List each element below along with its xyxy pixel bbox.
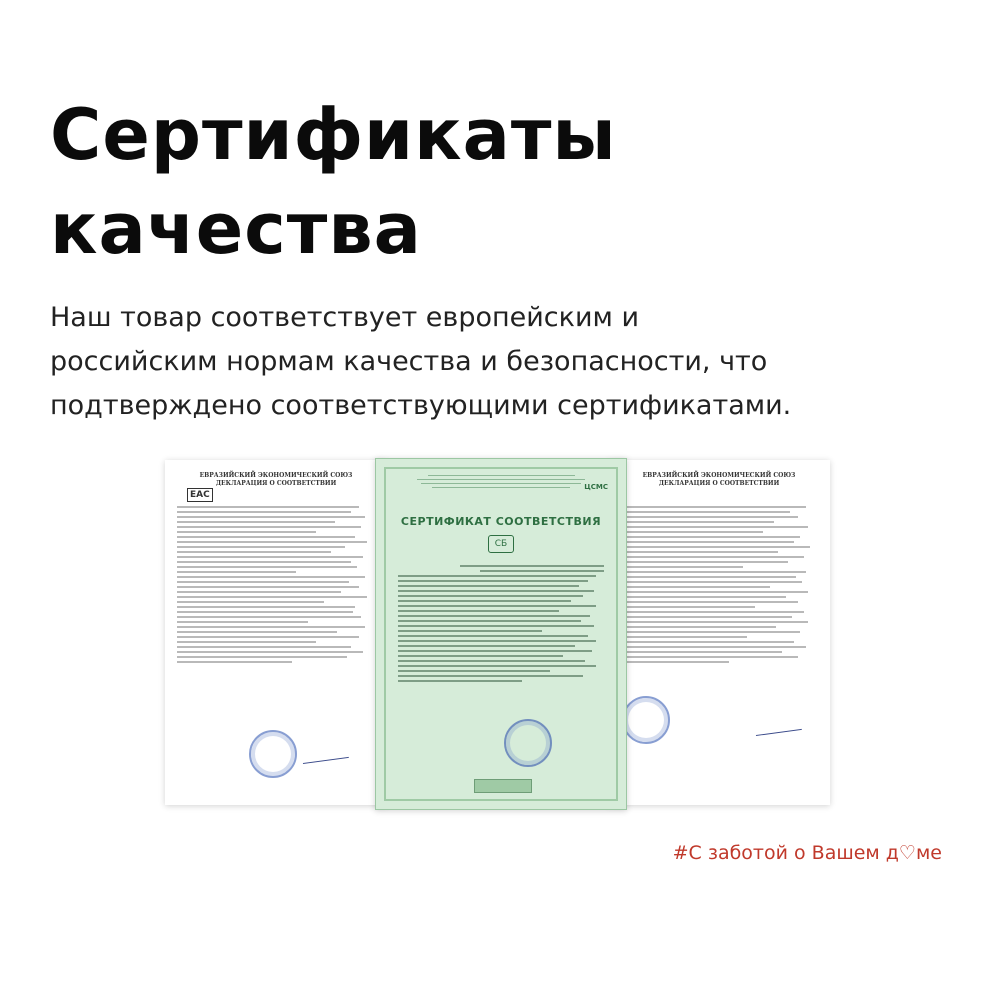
description [50,296,970,428]
stamp-icon [504,719,552,767]
brand-hashtag: #С заботой о Вашем д♡ме [672,842,942,864]
csms-badge: ЦСМС [584,483,608,491]
certificate-header-text [396,475,606,491]
serial-number-plate [474,779,532,793]
title-line-2: качества [50,188,422,270]
declaration-left-header: ЕВРАЗИЙСКИЙ ЭКОНОМИЧЕСКИЙ СОЮЗ ДЕКЛАРАЦИЯ О СООТВЕТСТВИИ [199,472,353,487]
description-line-2: российским нормам качества и безопасности, что [50,346,768,377]
certificates-collage [165,460,830,805]
declaration-left [165,460,387,805]
description-line-1: Наш товар соответствует европейским и [50,302,640,333]
description-line-3: подтверждено соответствующими сертификатами. [50,390,792,421]
declaration-right-header: ЕВРАЗИЙСКИЙ ЭКОНОМИЧЕСКИЙ СОЮЗ ДЕКЛАРАЦИЯ О СООТВЕТСТВИИ [642,472,796,487]
page-title [50,88,970,276]
title-line-1: Сертификаты [50,94,617,176]
eac-mark: ЕАС [187,488,213,502]
certificate-title: СЕРТИФИКАТ СООТВЕТСТВИЯ [400,515,602,528]
certificate-body-text [398,565,604,753]
declaration-left-text [177,506,375,765]
stamp-icon [622,696,670,744]
stamp-icon [249,730,297,778]
certificate-logo-icon: СБ [488,535,514,553]
certificate-center [375,458,627,810]
declaration-right [608,460,830,805]
